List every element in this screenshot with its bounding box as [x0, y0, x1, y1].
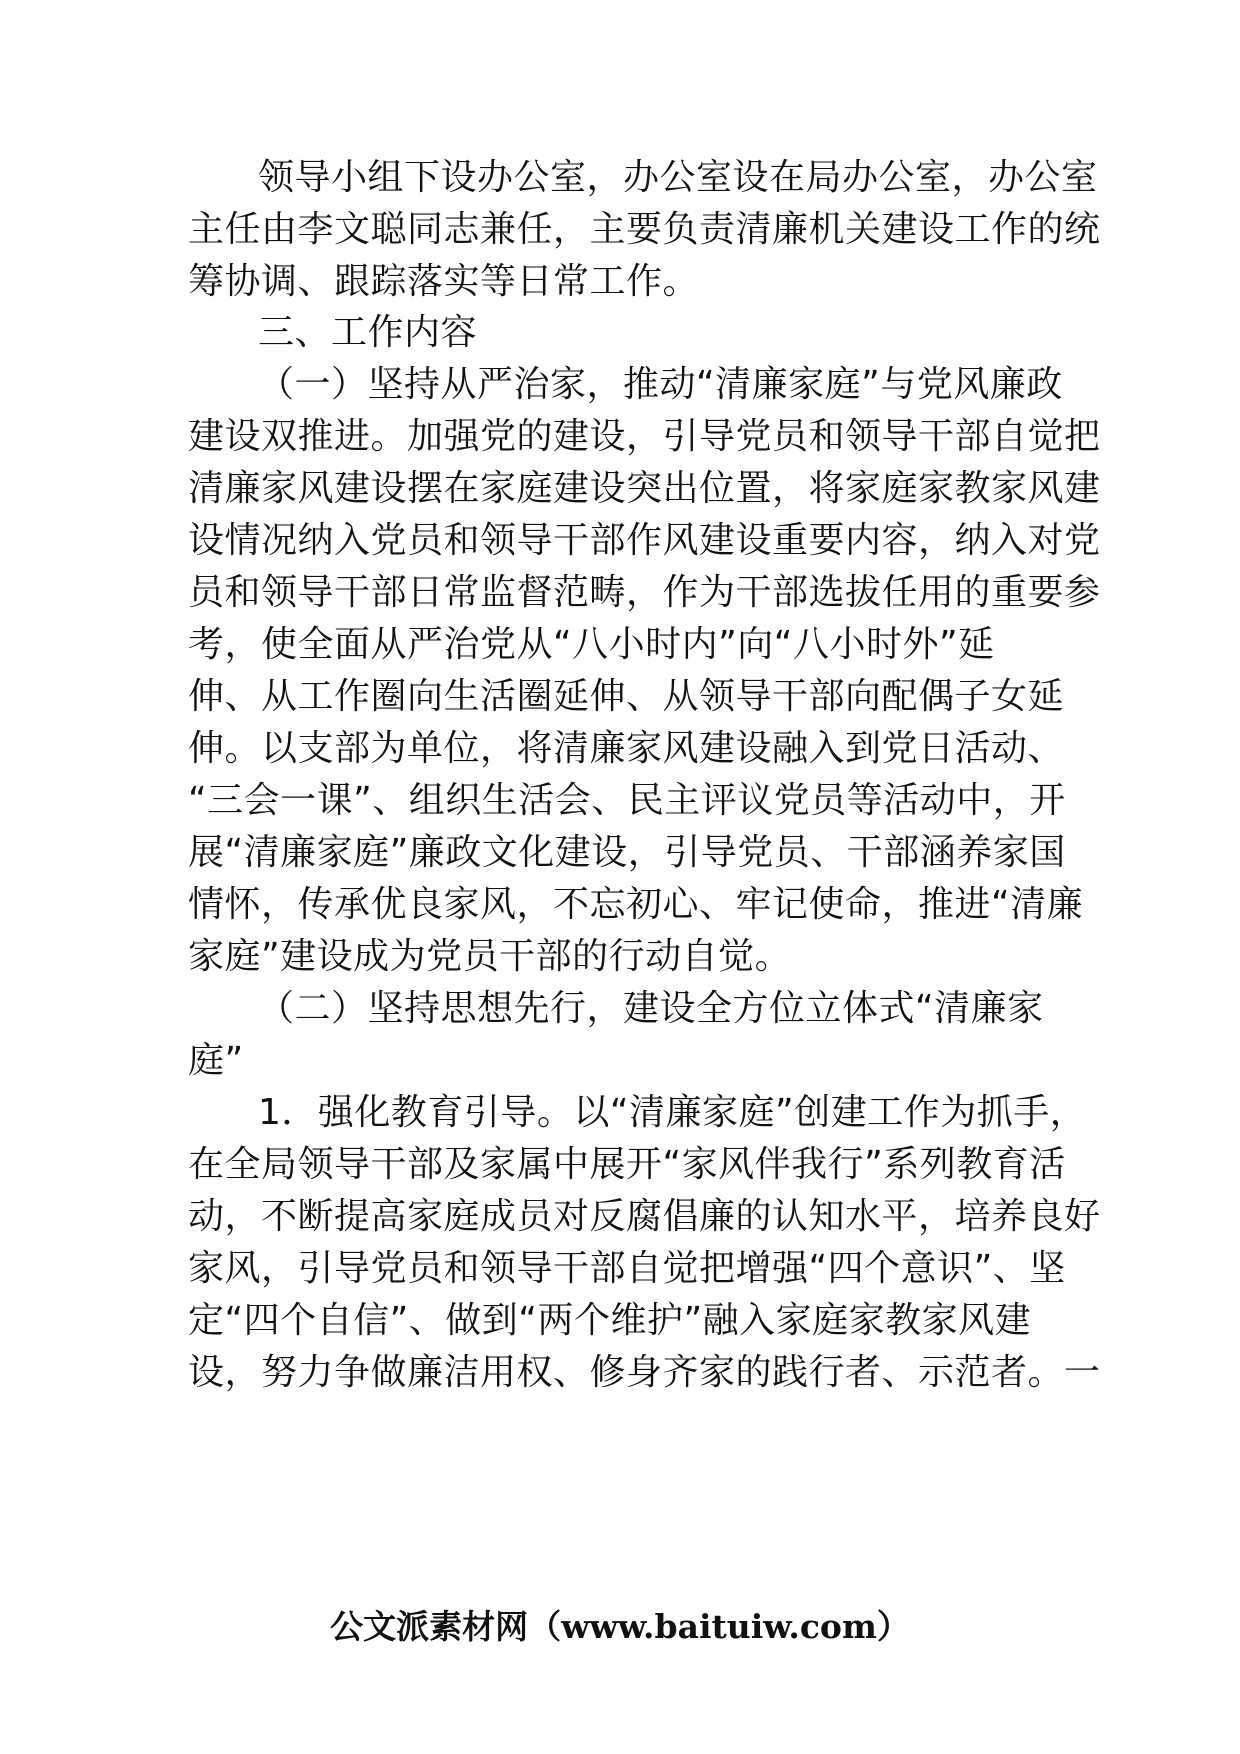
- paragraph-line: 情怀，传承优良家风，不忘初心、牢记使命，推进“清廉: [188, 884, 1084, 925]
- paragraph-line: 设，努力争做廉洁用权、修身齐家的践行者、示范者。一: [188, 1352, 1101, 1393]
- paragraph-line: 主任由李文聪同志兼任，主要负责清廉机关建设工作的统: [188, 209, 1101, 250]
- paragraph-line: 筹协调、跟踪落实等日常工作。: [188, 261, 700, 302]
- paragraph-line: “三会一课”、组织生活会、民主评议党员等活动中，开: [188, 780, 1066, 821]
- section-heading: 三、工作内容: [258, 312, 478, 353]
- subsection-heading-line: （二）坚持思想先行，建设全方位立体式“清廉家: [258, 988, 1044, 1029]
- paragraph-line: 家风，引导党员和领导干部自觉把增强“四个意识”、坚: [188, 1248, 1066, 1289]
- paragraph-line: 伸。以支部为单位，将清廉家风建设融入到党日活动、: [188, 728, 1065, 769]
- footer-watermark: 公文派素材网（www.baituiw.com）: [330, 1607, 910, 1646]
- paragraph-line: 定“四个自信”、做到“两个维护”融入家庭家教家风建: [188, 1300, 1032, 1341]
- paragraph-line: 建设双推进。加强党的建设，引导党员和领导干部自觉把: [188, 416, 1101, 457]
- paragraph-line: 领导小组下设办公室，办公室设在局办公室，办公室: [258, 157, 1098, 198]
- paragraph-line: 员和领导干部日常监督范畴，作为干部选拔任用的重要参: [188, 572, 1101, 613]
- paragraph-line: 清廉家风建设摆在家庭建设突出位置，将家庭家教家风建: [188, 468, 1101, 509]
- paragraph-line: 展“清廉家庭”廉政文化建设，引导党员、干部涵养家国: [188, 832, 1066, 873]
- paragraph-line: 家庭”建设成为党员干部的行动自觉。: [188, 936, 792, 977]
- paragraph-line: 动，不断提高家庭成员对反腐倡廉的认知水平，培养良好: [188, 1196, 1101, 1237]
- paragraph-line: 考，使全面从严治党从“八小时内”向“八小时外”延: [188, 624, 995, 665]
- subsection-heading-line: （一）坚持从严治家，推动“清廉家庭”与党风廉政: [258, 364, 1063, 405]
- paragraph-line: 1．强化教育引导。以“清廉家庭”创建工作为抓手，: [258, 1092, 1087, 1133]
- subsection-heading-line: 庭”: [188, 1040, 244, 1081]
- paragraph-line: 伸、从工作圈向生活圈延伸、从领导干部向配偶子女延: [188, 676, 1065, 717]
- paragraph-line: 在全局领导干部及家属中展开“家风伴我行”系列教育活: [188, 1144, 1066, 1185]
- paragraph-line: 设情况纳入党员和领导干部作风建设重要内容，纳入对党: [188, 520, 1101, 561]
